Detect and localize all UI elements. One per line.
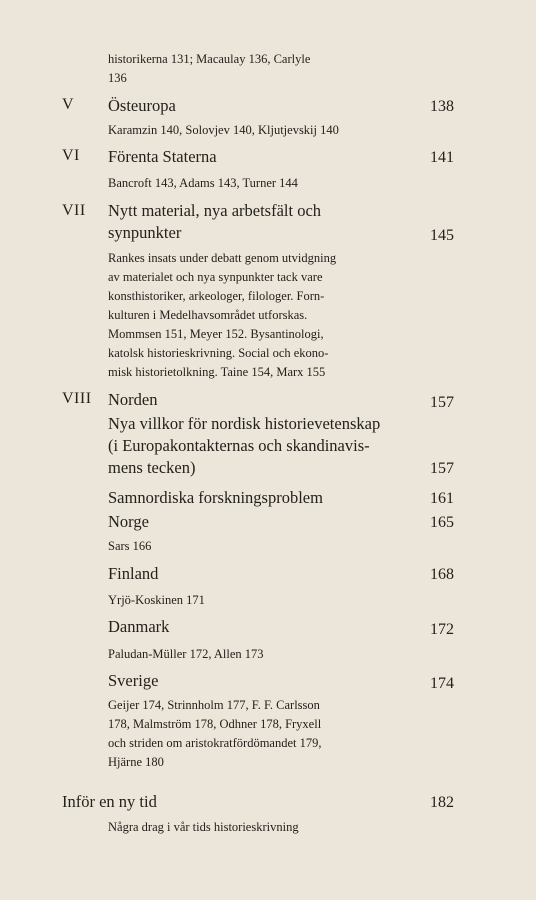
section-title: Danmark xyxy=(108,617,170,636)
chapter-detail xyxy=(108,174,414,193)
section-detail xyxy=(108,696,414,772)
chapter-detail xyxy=(108,249,414,382)
text-line: Karamzin 140, Solovjev 140, Kljutjevskij 140 xyxy=(108,123,339,137)
chapter-numeral: VIII xyxy=(62,390,92,407)
chapter-title: Förenta Staterna xyxy=(108,147,217,166)
chapter-detail xyxy=(108,121,414,140)
text-line: 136 xyxy=(108,71,127,85)
chapter-numeral: V xyxy=(62,96,75,113)
final-title: Inför en ny tid xyxy=(62,792,157,811)
text-line: 178, Malmström 178, Odhner 178, Fryxell xyxy=(108,717,322,731)
chapter-numeral: VI xyxy=(62,147,80,164)
text-line: och striden om aristokratfördömandet 179, xyxy=(108,736,322,750)
section-detail: Sars 166 xyxy=(108,539,152,553)
section-detail: Yrjö-Koskinen 171 xyxy=(108,593,205,607)
chapter-title: Norden xyxy=(108,390,158,409)
text-line: kulturen i Medelhavsområdet utforskas. xyxy=(108,308,308,322)
page-number: 168 xyxy=(430,566,454,583)
text-line: av materialet och nya synpunkter tack vare xyxy=(108,270,323,284)
text-line: Bancroft 143, Adams 143, Turner 144 xyxy=(108,176,298,190)
page-number: 172 xyxy=(430,621,454,638)
section-title: Norge xyxy=(108,512,149,531)
text-line: historikerna 131; Macaulay 136, Carlyle xyxy=(108,52,311,66)
page-number: 165 xyxy=(430,514,454,531)
page-number: 138 xyxy=(430,98,454,115)
title-line: Nya villkor för nordisk historievetenskap xyxy=(108,414,381,433)
section-title xyxy=(108,413,380,479)
chapter-numeral: VII xyxy=(62,202,86,219)
section-detail: Paludan-Müller 172, Allen 173 xyxy=(108,647,264,661)
chapter-title xyxy=(108,200,321,244)
final-detail: Några drag i vår tids historieskrivning xyxy=(108,820,299,834)
page-number: 157 xyxy=(430,394,454,411)
text-line: misk historietolkning. Taine 154, Marx 155 xyxy=(108,365,326,379)
text-line: Geijer 174, Strinnholm 177, F. F. Carlsson xyxy=(108,698,320,712)
section-title: Samnordiska forskningsproblem xyxy=(108,488,323,507)
title-line: (i Europakontakternas och skandinavis- xyxy=(108,436,370,455)
title-line: synpunkter xyxy=(108,223,182,242)
text-line: konsthistoriker, arkeologer, filologer. Forn- xyxy=(108,289,325,303)
text-line: katolsk historieskrivning. Social och ekono- xyxy=(108,346,329,360)
page-number: 145 xyxy=(430,227,454,244)
title-line: mens tecken) xyxy=(108,458,196,477)
page-number: 174 xyxy=(430,675,454,692)
section-title: Sverige xyxy=(108,671,159,690)
continuation-text xyxy=(108,50,414,88)
page-number: 182 xyxy=(430,794,454,811)
chapter-title: Östeuropa xyxy=(108,96,176,115)
page-number: 157 xyxy=(430,460,454,477)
text-line: Mommsen 151, Meyer 152. Bysantinologi, xyxy=(108,327,324,341)
text-line: Hjärne 180 xyxy=(108,755,164,769)
text-line: Rankes insats under debatt genom utvidgning xyxy=(108,251,337,265)
page-number: 141 xyxy=(430,149,454,166)
section-title: Finland xyxy=(108,564,159,583)
title-line: Nytt material, nya arbetsfält och xyxy=(108,201,322,220)
page-number: 161 xyxy=(430,490,454,507)
